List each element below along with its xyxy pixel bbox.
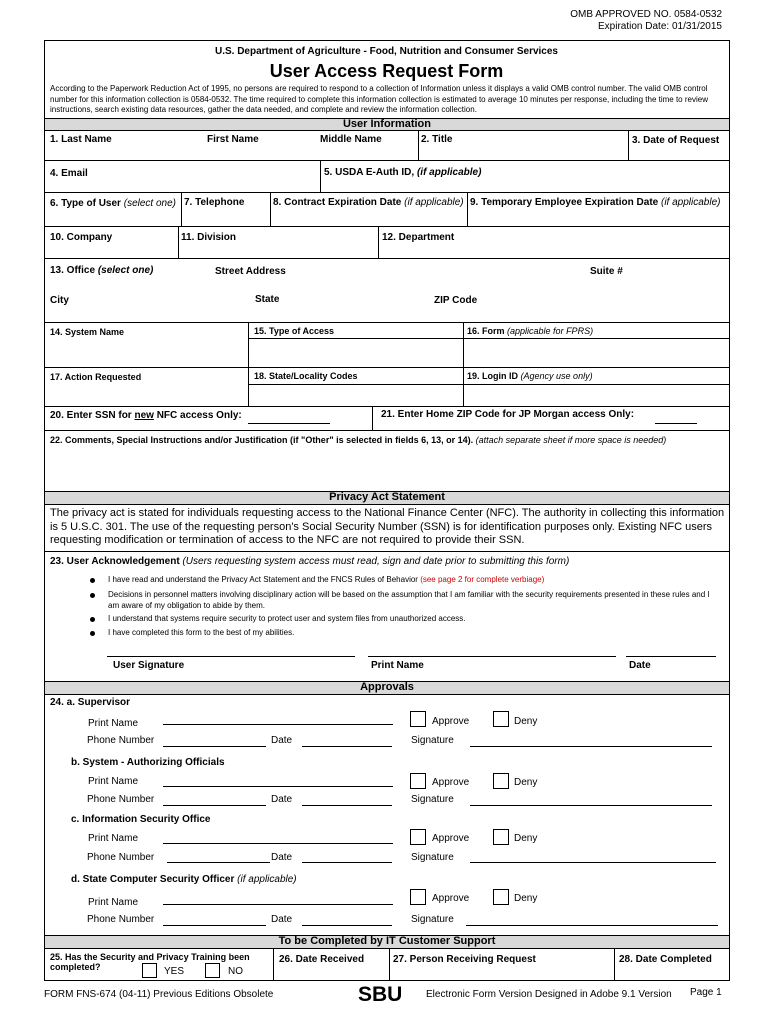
user-date-line[interactable]	[626, 656, 716, 657]
deny-label: Deny	[514, 716, 538, 727]
deny-label: Deny	[514, 893, 538, 904]
title-label: 2. Title	[421, 134, 453, 145]
privacy-heading: Privacy Act Statement	[329, 491, 445, 503]
middle-name-label: Middle Name	[320, 134, 382, 145]
ack-bullet-4: I have completed this form to the best of my abilities.	[108, 628, 295, 637]
system-officials-label: b. System - Authorizing Officials	[71, 757, 225, 768]
ack-bullet-3: I understand that systems require security to protect user and system files from unauthorized access.	[108, 614, 466, 623]
omb-number: OMB APPROVED NO. 0584-0532	[570, 9, 722, 20]
email-label: 4. Email	[50, 168, 88, 179]
user-signature-label: User Signature	[113, 660, 185, 671]
scso-print-name-label: Print Name	[88, 897, 139, 908]
home-zip-input-line[interactable]	[655, 423, 697, 424]
state-label: State	[255, 294, 280, 305]
division-label: 11. Division	[181, 232, 237, 243]
training-no-checkbox[interactable]	[205, 963, 220, 978]
comments-label: 22. Comments, Special Instructions and/or Justification (if "Other" is selected in fields 6, 13, or 14). (attach separate sheet if more space is needed)	[50, 435, 667, 445]
scso-deny-checkbox[interactable]	[493, 889, 509, 905]
form-title: User Access Request Form	[269, 61, 504, 81]
street-address-label: Street Address	[215, 266, 286, 277]
system-approve-checkbox[interactable]	[410, 773, 426, 789]
system-date-line[interactable]	[302, 805, 392, 806]
system-deny-checkbox[interactable]	[493, 773, 509, 789]
supervisor-print-name-label: Print Name	[88, 718, 139, 729]
date-completed-label: 28. Date Completed	[619, 954, 712, 965]
form-version: Electronic Form Version Designed in Adobe 9.1 Version	[426, 989, 672, 1000]
scso-date-line[interactable]	[302, 925, 392, 926]
system-print-name-line[interactable]	[163, 786, 393, 787]
date-label: Date	[629, 660, 651, 671]
system-date-label: Date	[271, 794, 293, 805]
suite-label: Suite #	[590, 266, 623, 277]
supervisor-date-label: Date	[271, 735, 293, 746]
scso-approve-checkbox[interactable]	[410, 889, 426, 905]
expiration-date: Expiration Date: 01/31/2015	[598, 21, 722, 32]
date-received-label: 26. Date Received	[279, 954, 365, 965]
scso-phone-label: Phone Number	[87, 914, 155, 925]
system-phone-label: Phone Number	[87, 794, 155, 805]
scso-date-label: Date	[271, 914, 293, 925]
form-number: FORM FNS-674 (04-11) Previous Editions Obsolete	[44, 989, 274, 1000]
bullet-icon	[90, 631, 95, 636]
approve-label: Approve	[432, 777, 470, 788]
sbu-label: SBU	[358, 983, 403, 1006]
iso-label: c. Information Security Office	[71, 814, 211, 825]
bullet-icon	[90, 617, 95, 622]
yes-label: YES	[164, 966, 185, 977]
no-label: NO	[228, 966, 243, 977]
training-yes-checkbox[interactable]	[142, 963, 157, 978]
supervisor-deny-checkbox[interactable]	[493, 711, 509, 727]
iso-signature-line[interactable]	[470, 862, 716, 863]
supervisor-label: 24. a. Supervisor	[50, 697, 131, 708]
supervisor-signature-line[interactable]	[470, 746, 712, 747]
scso-signature-line[interactable]	[466, 925, 718, 926]
iso-phone-label: Phone Number	[87, 852, 155, 863]
system-print-name-label: Print Name	[88, 776, 139, 787]
city-label: City	[50, 295, 69, 306]
iso-approve-checkbox[interactable]	[410, 829, 426, 845]
type-of-access-label: 15. Type of Access	[254, 326, 335, 336]
user-info-heading: User Information	[342, 118, 431, 130]
system-phone-line[interactable]	[163, 805, 266, 806]
ack-bullet-1: I have read and understand the Privacy Act Statement and the FNCS Rules of Behavior (see page 2 for complete verbiage)	[108, 575, 545, 584]
first-name-label: First Name	[207, 134, 259, 145]
ack-bullet-2: Decisions in personnel matters involving disciplinary action will be based on the assumption that I am familiar with the security requirements presented in these rules and I am aware of my obligation to abide by them.	[108, 590, 710, 610]
iso-deny-checkbox[interactable]	[493, 829, 509, 845]
system-signature-line[interactable]	[470, 805, 712, 806]
form-label: 16. Form (applicable for FPRS)	[467, 326, 594, 336]
supervisor-approve-checkbox[interactable]	[410, 711, 426, 727]
login-id-label: 19. Login ID (Agency use only)	[467, 371, 593, 381]
deny-label: Deny	[514, 777, 538, 788]
print-name-line[interactable]	[368, 656, 616, 657]
telephone-label: 7. Telephone	[184, 197, 245, 208]
zip-code-label: ZIP Code	[434, 295, 478, 306]
privacy-statement: The privacy act is stated for individuals requesting access to the National Finance Center (NFC). The authority in collecting this information is 5 U.S.C. 301. The use of the requesting person's Social Security Number (SSN) is for identification purposes only. Existing NFC users requesting modification or termination of access to the NFC are not required to provide their SSN.	[50, 507, 725, 546]
approve-label: Approve	[432, 833, 470, 844]
it-support-heading: To be Completed by IT Customer Support	[278, 935, 496, 947]
eauth-label: 5. USDA E-Auth ID, (if applicable)	[324, 167, 482, 178]
deny-label: Deny	[514, 833, 538, 844]
supervisor-signature-label: Signature	[411, 735, 454, 746]
office-label: 13. Office (select one)	[50, 265, 154, 276]
system-name-label: 14. System Name	[50, 327, 125, 337]
department-label: 12. Department	[382, 232, 455, 243]
scso-print-name-line[interactable]	[163, 904, 393, 905]
agency-name: U.S. Department of Agriculture - Food, Nutrition and Consumer Services	[214, 46, 558, 57]
type-of-user-label: 6. Type of User (select one)	[50, 198, 176, 209]
approve-label: Approve	[432, 716, 470, 727]
page-number: Page 1	[690, 987, 722, 998]
contract-exp-label: 8. Contract Expiration Date (if applicable)	[273, 197, 464, 208]
state-codes-label: 18. State/Locality Codes	[254, 371, 358, 381]
supervisor-print-name-line[interactable]	[163, 724, 393, 725]
scso-label: d. State Computer Security Officer (if applicable)	[71, 874, 297, 885]
iso-phone-line[interactable]	[167, 862, 270, 863]
date-of-request-label: 3. Date of Request	[632, 135, 720, 146]
approvals-heading: Approvals	[360, 681, 414, 693]
home-zip-label: 21. Enter Home ZIP Code for JP Morgan access Only:	[381, 409, 635, 420]
system-signature-label: Signature	[411, 794, 454, 805]
user-signature-line[interactable]	[107, 656, 355, 657]
iso-date-label: Date	[271, 852, 293, 863]
company-label: 10. Company	[50, 232, 113, 243]
bullet-icon	[90, 593, 95, 598]
scso-signature-label: Signature	[411, 914, 454, 925]
last-name-label: 1. Last Name	[50, 134, 112, 145]
training-label: 25. Has the Security and Privacy Training been completed?	[50, 952, 250, 972]
temp-exp-label: 9. Temporary Employee Expiration Date (if applicable)	[470, 197, 721, 208]
ssn-label: 20. Enter SSN for new NFC access Only:	[50, 410, 242, 421]
ssn-input-line[interactable]	[248, 423, 330, 424]
action-requested-label: 17. Action Requested	[50, 372, 142, 382]
iso-print-name-label: Print Name	[88, 833, 139, 844]
iso-date-line[interactable]	[302, 862, 392, 863]
print-name-label: Print Name	[371, 660, 424, 671]
iso-signature-label: Signature	[411, 852, 454, 863]
bullet-icon	[90, 578, 95, 583]
paperwork-notice: According to the Paperwork Reduction Act of 1995, no persons are required to respond to a collection of Information unless it displays a valid OMB control number. The valid OMB control number for this information collection is 0584-0532. The time required to complete this information collection is estimated to average 10 minutes per response, including the time to review instructions, search existing data resources, gather the data needed, and complete and review the information collection.	[50, 84, 708, 114]
supervisor-phone-line[interactable]	[163, 746, 266, 747]
person-receiving-label: 27. Person Receiving Request	[393, 954, 536, 965]
scso-phone-line[interactable]	[163, 925, 266, 926]
user-ack-label: 23. User Acknowledgement (Users requesting system access must read, sign and date prior to submitting this form)	[50, 556, 570, 567]
supervisor-phone-label: Phone Number	[87, 735, 155, 746]
supervisor-date-line[interactable]	[302, 746, 392, 747]
approve-label: Approve	[432, 893, 470, 904]
iso-print-name-line[interactable]	[163, 843, 393, 844]
